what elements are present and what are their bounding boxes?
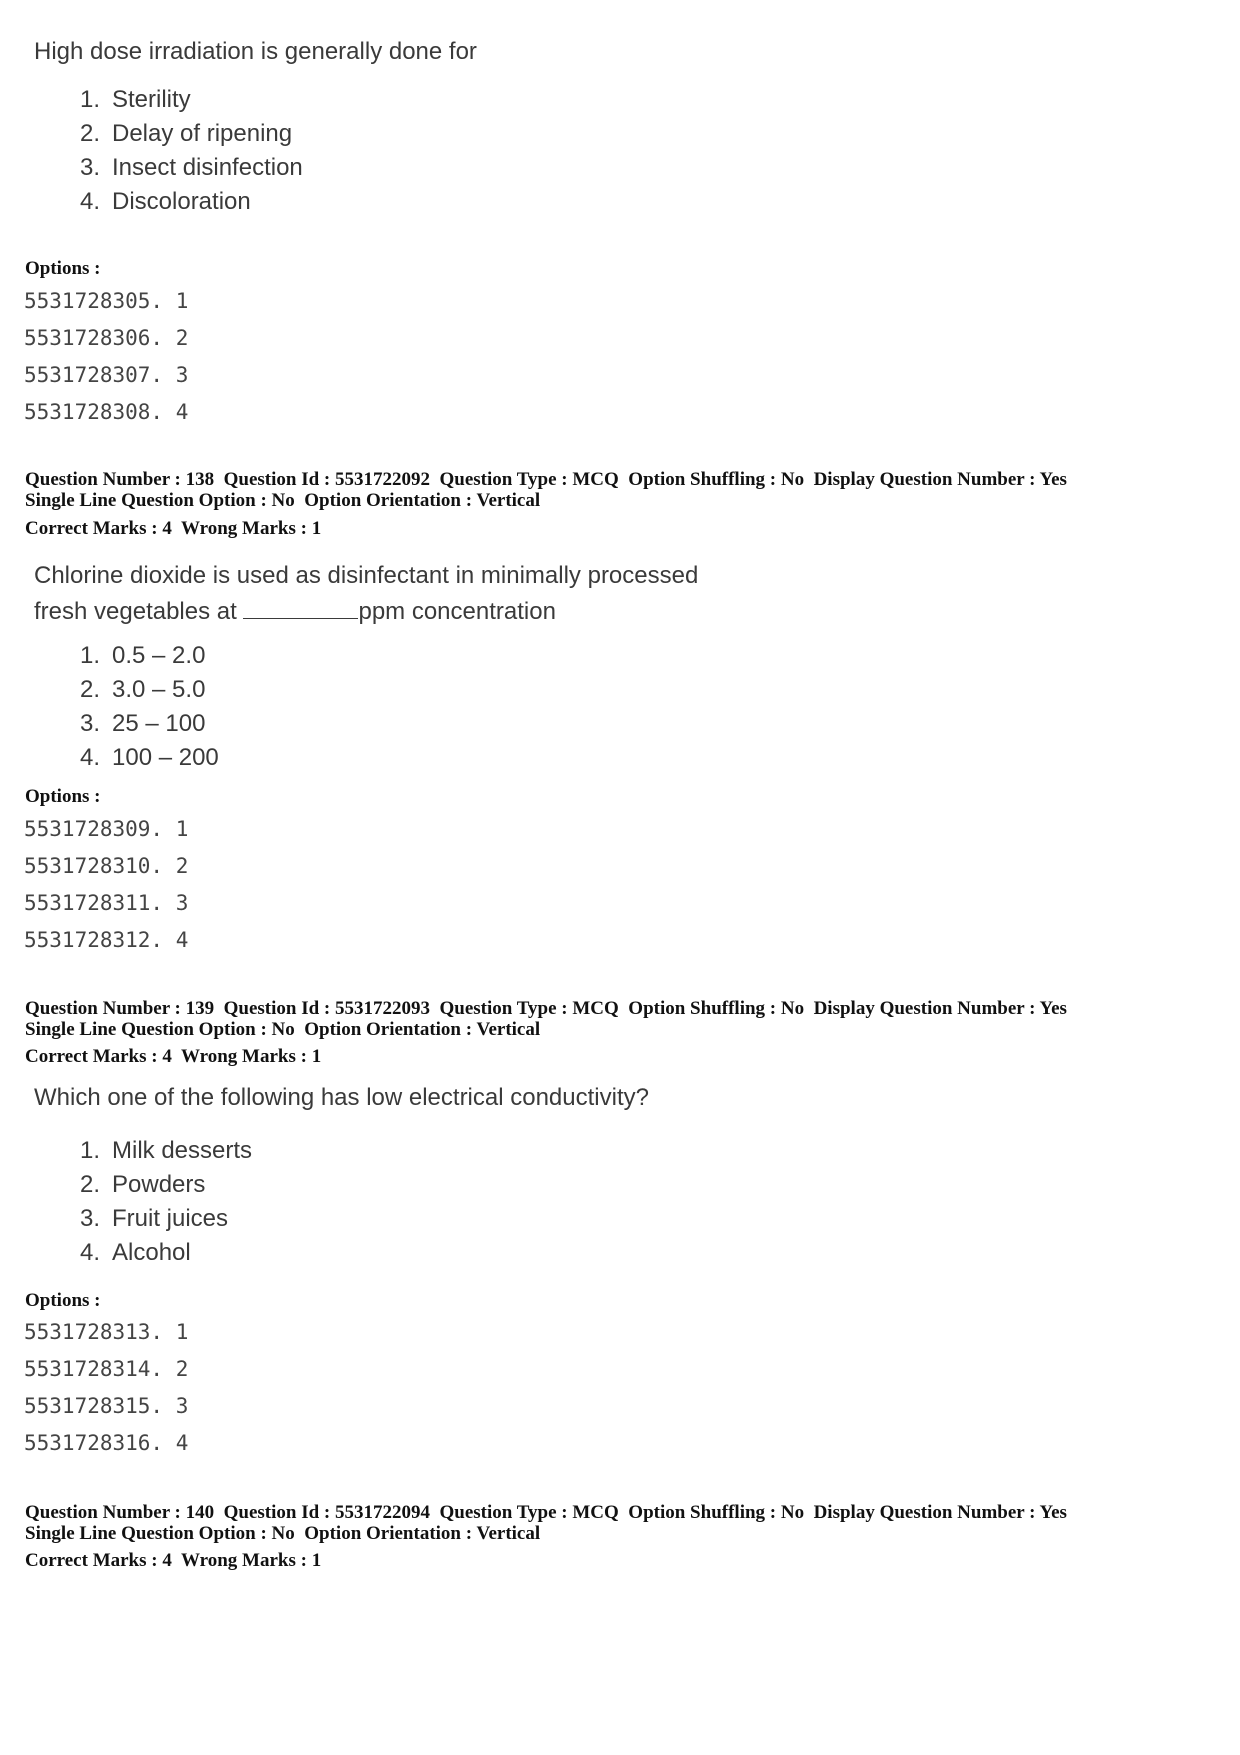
question-138-options: [24, 811, 188, 959]
option-line: 5531728315. 3: [24, 1394, 189, 1418]
answer-blank: [243, 596, 358, 619]
choice-item: 2. Powders: [79, 1171, 206, 1198]
choice-item: 1. Milk desserts: [79, 1137, 253, 1164]
option-line: 5531728312. 4: [24, 928, 189, 952]
option-line: 5531728310. 2: [24, 854, 189, 878]
option-line: 5531728308. 4: [24, 400, 189, 424]
options-label: Options :: [25, 1290, 101, 1311]
options-label: Options :: [25, 258, 101, 279]
choice-item: 4. Alcohol: [79, 1239, 191, 1266]
question-139-image: [34, 1080, 649, 1270]
question-140-marks: Correct Marks : 4 Wrong Marks : 1: [25, 1550, 322, 1571]
choice-item: 2. 3.0 – 5.0: [79, 676, 206, 703]
choice-item: 4. 100 – 200: [79, 744, 219, 771]
question-138-meta: Question Number : 138 Question Id : 5531722092 Question Type : MCQ Option Shuffling : No Display Question Number : Yes Single Line Question Option : No Option Orientation : Vertical: [25, 469, 1067, 511]
option-line: 5531728316. 4: [24, 1431, 189, 1455]
options-label: Options :: [25, 786, 101, 807]
question-139-meta: Question Number : 139 Question Id : 5531722093 Question Type : MCQ Option Shuffling : No Display Question Number : Yes Single Line Question Option : No Option Orientation : Vertical: [25, 998, 1067, 1040]
choice-item: 3. Insect disinfection: [79, 154, 303, 181]
choice-item: 3. Fruit juices: [79, 1205, 229, 1232]
option-line: 5531728305. 1: [24, 289, 189, 313]
question-138-marks: Correct Marks : 4 Wrong Marks : 1: [25, 518, 322, 539]
choice-item: 3. 25 – 100: [79, 710, 206, 737]
question-137-text: High dose irradiation is generally done for: [34, 38, 477, 65]
option-line: 5531728307. 3: [24, 363, 189, 387]
question-138-text-line2: fresh vegetables at ppm concentration: [34, 598, 556, 625]
question-137-options: [24, 283, 188, 431]
question-137-image: [34, 34, 477, 219]
question-139-marks: Correct Marks : 4 Wrong Marks : 1: [25, 1046, 322, 1067]
question-139-choices: [34, 1134, 649, 1270]
question-138-choices: [34, 639, 698, 775]
question-139-options: [24, 1314, 188, 1462]
option-line: 5531728313. 1: [24, 1320, 189, 1344]
question-138-text-line1: Chlorine dioxide is used as disinfectant in minimally processed: [34, 562, 699, 589]
question-137-choices: [34, 83, 477, 219]
option-line: 5531728311. 3: [24, 891, 189, 915]
option-line: 5531728314. 2: [24, 1357, 189, 1381]
option-line: 5531728309. 1: [24, 817, 189, 841]
choice-item: 1. Sterility: [79, 86, 191, 113]
question-140-meta: Question Number : 140 Question Id : 5531722094 Question Type : MCQ Option Shuffling : No Display Question Number : Yes Single Line Question Option : No Option Orientation : Vertical: [25, 1502, 1067, 1544]
question-139-text: Which one of the following has low electrical conductivity?: [34, 1084, 649, 1111]
choice-item: 1. 0.5 – 2.0: [79, 642, 206, 669]
choice-item: 2. Delay of ripening: [79, 120, 293, 147]
question-138-image: [34, 558, 698, 775]
choice-item: 4. Discoloration: [79, 188, 251, 215]
option-line: 5531728306. 2: [24, 326, 189, 350]
